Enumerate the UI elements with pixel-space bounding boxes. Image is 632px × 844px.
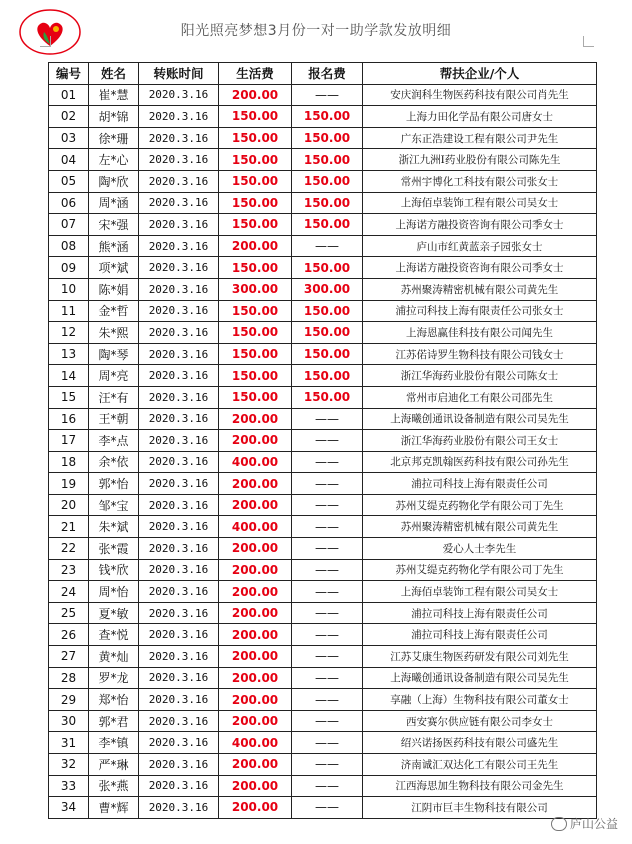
cell-living-expense: 200.00 [219,235,292,257]
cell-living-expense: 150.00 [219,365,292,387]
column-header-living-expense: 生活费 [219,63,292,85]
cell-sponsor: 上海诺方融投资咨询有限公司季女士 [363,214,597,236]
cell-living-expense: 150.00 [219,300,292,322]
cell-registration-fee: —— [292,559,363,581]
cell-number: 33 [49,775,89,797]
cell-registration-fee: 300.00 [292,278,363,300]
cell-sponsor: 浦拉司科技上海有限责任公司 [363,624,597,646]
cell-living-expense: 150.00 [219,386,292,408]
cell-transfer-date: 2020.3.16 [139,646,219,668]
table-row [49,754,597,776]
cell-number: 15 [49,386,89,408]
table-row [49,581,597,603]
table-row [49,408,597,430]
cell-registration-fee: 150.00 [292,170,363,192]
cell-transfer-date: 2020.3.16 [139,408,219,430]
cell-living-expense: 200.00 [219,84,292,106]
cell-living-expense: 200.00 [219,473,292,495]
cell-name: 周*怡 [89,581,139,603]
cell-sponsor: 江西海思加生物科技有限公司金先生 [363,775,597,797]
table-row [49,732,597,754]
cell-name: 项*斌 [89,257,139,279]
cell-transfer-date: 2020.3.16 [139,214,219,236]
table-row [49,710,597,732]
table-row [49,797,597,819]
cell-name: 朱*熙 [89,322,139,344]
cell-number: 11 [49,300,89,322]
table-row [49,192,597,214]
cell-name: 徐*珊 [89,127,139,149]
table-row [49,343,597,365]
cell-living-expense: 150.00 [219,192,292,214]
cell-registration-fee: —— [292,84,363,106]
table-row [49,235,597,257]
cell-number: 10 [49,278,89,300]
cell-living-expense: 200.00 [219,689,292,711]
table-row [49,646,597,668]
table-row [49,473,597,495]
cell-name: 周*亮 [89,365,139,387]
cell-living-expense: 400.00 [219,451,292,473]
cell-registration-fee: —— [292,754,363,776]
cell-registration-fee: —— [292,451,363,473]
table-row [49,322,597,344]
cell-name: 陶*欣 [89,170,139,192]
cell-sponsor: 上海恩赢佳科技有限公司闻先生 [363,322,597,344]
cell-transfer-date: 2020.3.16 [139,257,219,279]
cell-registration-fee: —— [292,516,363,538]
cell-name: 胡*锦 [89,106,139,128]
cell-sponsor: 庐山市红黄蓝亲子园张女士 [363,235,597,257]
cell-sponsor: 爱心人士李先生 [363,538,597,560]
cell-transfer-date: 2020.3.16 [139,602,219,624]
cell-number: 28 [49,667,89,689]
cell-registration-fee: 150.00 [292,386,363,408]
cell-registration-fee: —— [292,646,363,668]
table-row [49,602,597,624]
cell-transfer-date: 2020.3.16 [139,149,219,171]
cell-sponsor: 上海力田化学品有限公司唐女士 [363,106,597,128]
cell-name: 熊*涵 [89,235,139,257]
table-row [49,689,597,711]
cell-living-expense: 150.00 [219,257,292,279]
cell-number: 16 [49,408,89,430]
cell-name: 郑*怡 [89,689,139,711]
table-row [49,494,597,516]
cell-transfer-date: 2020.3.16 [139,689,219,711]
column-header-transfer-date: 转账时间 [139,63,219,85]
cell-living-expense: 200.00 [219,710,292,732]
cell-sponsor: 浦拉司科技上海有限责任公司 [363,473,597,495]
cell-number: 34 [49,797,89,819]
cell-registration-fee: 150.00 [292,365,363,387]
cell-sponsor: 江苏偌诗罗生物科技有限公司钱女士 [363,343,597,365]
cell-transfer-date: 2020.3.16 [139,710,219,732]
cell-living-expense: 200.00 [219,775,292,797]
cell-living-expense: 200.00 [219,624,292,646]
cell-sponsor: 苏州艾缇克药物化学有限公司丁先生 [363,494,597,516]
table-row [49,538,597,560]
column-header-sponsor: 帮扶企业/个人 [363,63,597,85]
table-row [49,667,597,689]
table-header-row [49,63,597,85]
cell-registration-fee: 150.00 [292,127,363,149]
cell-name: 朱*斌 [89,516,139,538]
cell-transfer-date: 2020.3.16 [139,106,219,128]
cell-transfer-date: 2020.3.16 [139,538,219,560]
cell-sponsor: 广东正浩建设工程有限公司尹先生 [363,127,597,149]
table-row [49,149,597,171]
cell-registration-fee: —— [292,408,363,430]
cell-living-expense: 200.00 [219,581,292,603]
column-header-name: 姓名 [89,63,139,85]
cell-transfer-date: 2020.3.16 [139,170,219,192]
page-title: 阳光照亮梦想3月份一对一助学款发放明细 [180,23,452,39]
table-row [49,257,597,279]
cell-living-expense: 200.00 [219,494,292,516]
cell-sponsor: 浦拉司科技上海有限责任公司张女士 [363,300,597,322]
cell-transfer-date: 2020.3.16 [139,365,219,387]
cell-living-expense: 150.00 [219,127,292,149]
cell-transfer-date: 2020.3.16 [139,386,219,408]
cell-living-expense: 200.00 [219,430,292,452]
cell-transfer-date: 2020.3.16 [139,430,219,452]
cell-sponsor: 上海佰卓装饰工程有限公司吴女士 [363,581,597,603]
cell-name: 查*悦 [89,624,139,646]
table-row [49,127,597,149]
wechat-icon [551,817,567,831]
cell-transfer-date: 2020.3.16 [139,278,219,300]
cell-number: 12 [49,322,89,344]
cell-sponsor: 苏州聚涛精密机械有限公司黄先生 [363,516,597,538]
cell-name: 张*燕 [89,775,139,797]
cell-number: 14 [49,365,89,387]
cell-transfer-date: 2020.3.16 [139,343,219,365]
cell-transfer-date: 2020.3.16 [139,235,219,257]
cell-number: 32 [49,754,89,776]
cell-number: 23 [49,559,89,581]
cell-transfer-date: 2020.3.16 [139,559,219,581]
cell-living-expense: 150.00 [219,106,292,128]
cell-transfer-date: 2020.3.16 [139,624,219,646]
cell-number: 06 [49,192,89,214]
cell-registration-fee: 150.00 [292,343,363,365]
cell-living-expense: 200.00 [219,646,292,668]
cell-name: 郭*怡 [89,473,139,495]
cell-transfer-date: 2020.3.16 [139,797,219,819]
cell-transfer-date: 2020.3.16 [139,494,219,516]
table-row [49,278,597,300]
cell-transfer-date: 2020.3.16 [139,84,219,106]
table-row [49,624,597,646]
cell-name: 周*涵 [89,192,139,214]
cell-sponsor: 苏州聚涛精密机械有限公司黄先生 [363,278,597,300]
table-row [49,365,597,387]
cell-registration-fee: —— [292,624,363,646]
cell-living-expense: 200.00 [219,408,292,430]
cell-name: 金*哲 [89,300,139,322]
table-row [49,430,597,452]
cell-transfer-date: 2020.3.16 [139,192,219,214]
cell-transfer-date: 2020.3.16 [139,667,219,689]
cell-sponsor: 上海诺方融投资咨询有限公司季女士 [363,257,597,279]
cell-living-expense: 150.00 [219,170,292,192]
cell-registration-fee: —— [292,667,363,689]
cell-living-expense: 200.00 [219,538,292,560]
cell-registration-fee: —— [292,775,363,797]
cell-sponsor: 江苏艾康生物医药研发有限公司刘先生 [363,646,597,668]
cell-name: 陶*琴 [89,343,139,365]
cell-registration-fee: 150.00 [292,106,363,128]
cell-living-expense: 200.00 [219,754,292,776]
cell-living-expense: 200.00 [219,602,292,624]
cell-transfer-date: 2020.3.16 [139,581,219,603]
cell-name: 陈*娟 [89,278,139,300]
table-row [49,386,597,408]
cell-transfer-date: 2020.3.16 [139,516,219,538]
table-row [49,106,597,128]
cell-number: 03 [49,127,89,149]
cell-registration-fee: —— [292,797,363,819]
cell-number: 21 [49,516,89,538]
cell-number: 19 [49,473,89,495]
cell-registration-fee: —— [292,581,363,603]
cell-number: 08 [49,235,89,257]
cell-registration-fee: 150.00 [292,192,363,214]
cell-number: 27 [49,646,89,668]
cell-sponsor: 常州宇博化工科技有限公司张女士 [363,170,597,192]
cell-name: 宋*强 [89,214,139,236]
cell-name: 夏*敏 [89,602,139,624]
cell-name: 左*心 [89,149,139,171]
cell-sponsor: 浙江华海药业股份有限公司陈女士 [363,365,597,387]
disbursement-table [48,62,597,819]
cell-living-expense: 400.00 [219,732,292,754]
cell-name: 严*琳 [89,754,139,776]
cell-living-expense: 150.00 [219,343,292,365]
cell-sponsor: 绍兴诺扬医药科技有限公司盛先生 [363,732,597,754]
cell-registration-fee: —— [292,689,363,711]
cell-name: 崔*慧 [89,84,139,106]
cell-name: 郭*君 [89,710,139,732]
cell-number: 05 [49,170,89,192]
cell-name: 邹*宝 [89,494,139,516]
watermark [551,815,618,832]
cell-registration-fee: 150.00 [292,214,363,236]
cell-transfer-date: 2020.3.16 [139,322,219,344]
cell-sponsor: 上海曦创通讯设备制造有限公司吴先生 [363,667,597,689]
cell-sponsor: 济南诚汇双达化工有限公司王先生 [363,754,597,776]
cell-sponsor: 西安赛尔供应链有限公司李女士 [363,710,597,732]
cell-sponsor: 浙江九洲Ⅰ药业股份有限公司陈先生 [363,149,597,171]
cell-number: 09 [49,257,89,279]
cell-number: 02 [49,106,89,128]
cell-sponsor: 常州市启迪化工有限公司邵先生 [363,386,597,408]
table-row [49,214,597,236]
cell-transfer-date: 2020.3.16 [139,775,219,797]
table-row [49,559,597,581]
cell-registration-fee: —— [292,732,363,754]
cell-sponsor: 安庆润科生物医药科技有限公司肖先生 [363,84,597,106]
column-header-registration-fee: 报名费 [292,63,363,85]
cell-name: 李*镇 [89,732,139,754]
cell-registration-fee: 150.00 [292,322,363,344]
cell-number: 24 [49,581,89,603]
cell-sponsor: 苏州艾缇克药物化学有限公司丁先生 [363,559,597,581]
cell-number: 29 [49,689,89,711]
cell-sponsor: 享融（上海）生物科技有限公司董女士 [363,689,597,711]
cell-registration-fee: —— [292,430,363,452]
cell-transfer-date: 2020.3.16 [139,732,219,754]
cell-living-expense: 200.00 [219,559,292,581]
cell-registration-fee: —— [292,235,363,257]
cell-number: 30 [49,710,89,732]
cell-living-expense: 150.00 [219,214,292,236]
cell-transfer-date: 2020.3.16 [139,300,219,322]
cell-sponsor: 北京邦克凯翰医药科技有限公司孙先生 [363,451,597,473]
table-row [49,516,597,538]
table-row [49,300,597,322]
table-row [49,451,597,473]
cell-living-expense: 300.00 [219,278,292,300]
cell-name: 罗*龙 [89,667,139,689]
cell-number: 22 [49,538,89,560]
cell-transfer-date: 2020.3.16 [139,754,219,776]
cell-name: 曹*辉 [89,797,139,819]
cell-living-expense: 400.00 [219,516,292,538]
cell-sponsor: 江阴市巨丰生物科技有限公司 [363,797,597,819]
cell-living-expense: 150.00 [219,149,292,171]
cell-registration-fee: 150.00 [292,257,363,279]
cell-name: 张*霞 [89,538,139,560]
cell-sponsor: 上海曦创通讯设备制造有限公司吴先生 [363,408,597,430]
cell-living-expense: 200.00 [219,667,292,689]
cell-number: 17 [49,430,89,452]
cell-number: 04 [49,149,89,171]
cell-sponsor: 浙江华海药业股份有限公司王女士 [363,430,597,452]
cell-name: 汪*有 [89,386,139,408]
cell-registration-fee: —— [292,710,363,732]
table-row [49,170,597,192]
cell-registration-fee: —— [292,494,363,516]
cell-sponsor: 浦拉司科技上海有限责任公司 [363,602,597,624]
cell-registration-fee: —— [292,473,363,495]
watermark-text: 庐山公益 [569,817,618,831]
cell-registration-fee: 150.00 [292,300,363,322]
cell-number: 01 [49,84,89,106]
cell-name: 王*朝 [89,408,139,430]
cell-living-expense: 150.00 [219,322,292,344]
cell-transfer-date: 2020.3.16 [139,127,219,149]
cell-name: 钱*欣 [89,559,139,581]
cell-transfer-date: 2020.3.16 [139,451,219,473]
cell-registration-fee: —— [292,538,363,560]
table-row [49,775,597,797]
cell-number: 18 [49,451,89,473]
column-header-number: 编号 [49,63,89,85]
cell-living-expense: 200.00 [219,797,292,819]
cell-number: 07 [49,214,89,236]
cell-name: 李*点 [89,430,139,452]
cell-transfer-date: 2020.3.16 [139,473,219,495]
cell-registration-fee: —— [292,602,363,624]
cell-name: 余*依 [89,451,139,473]
cell-number: 20 [49,494,89,516]
cell-sponsor: 上海佰卓装饰工程有限公司吴女士 [363,192,597,214]
cell-number: 26 [49,624,89,646]
cell-name: 黄*灿 [89,646,139,668]
cell-number: 25 [49,602,89,624]
cell-number: 31 [49,732,89,754]
cell-number: 13 [49,343,89,365]
table-row [49,84,597,106]
cell-registration-fee: 150.00 [292,149,363,171]
